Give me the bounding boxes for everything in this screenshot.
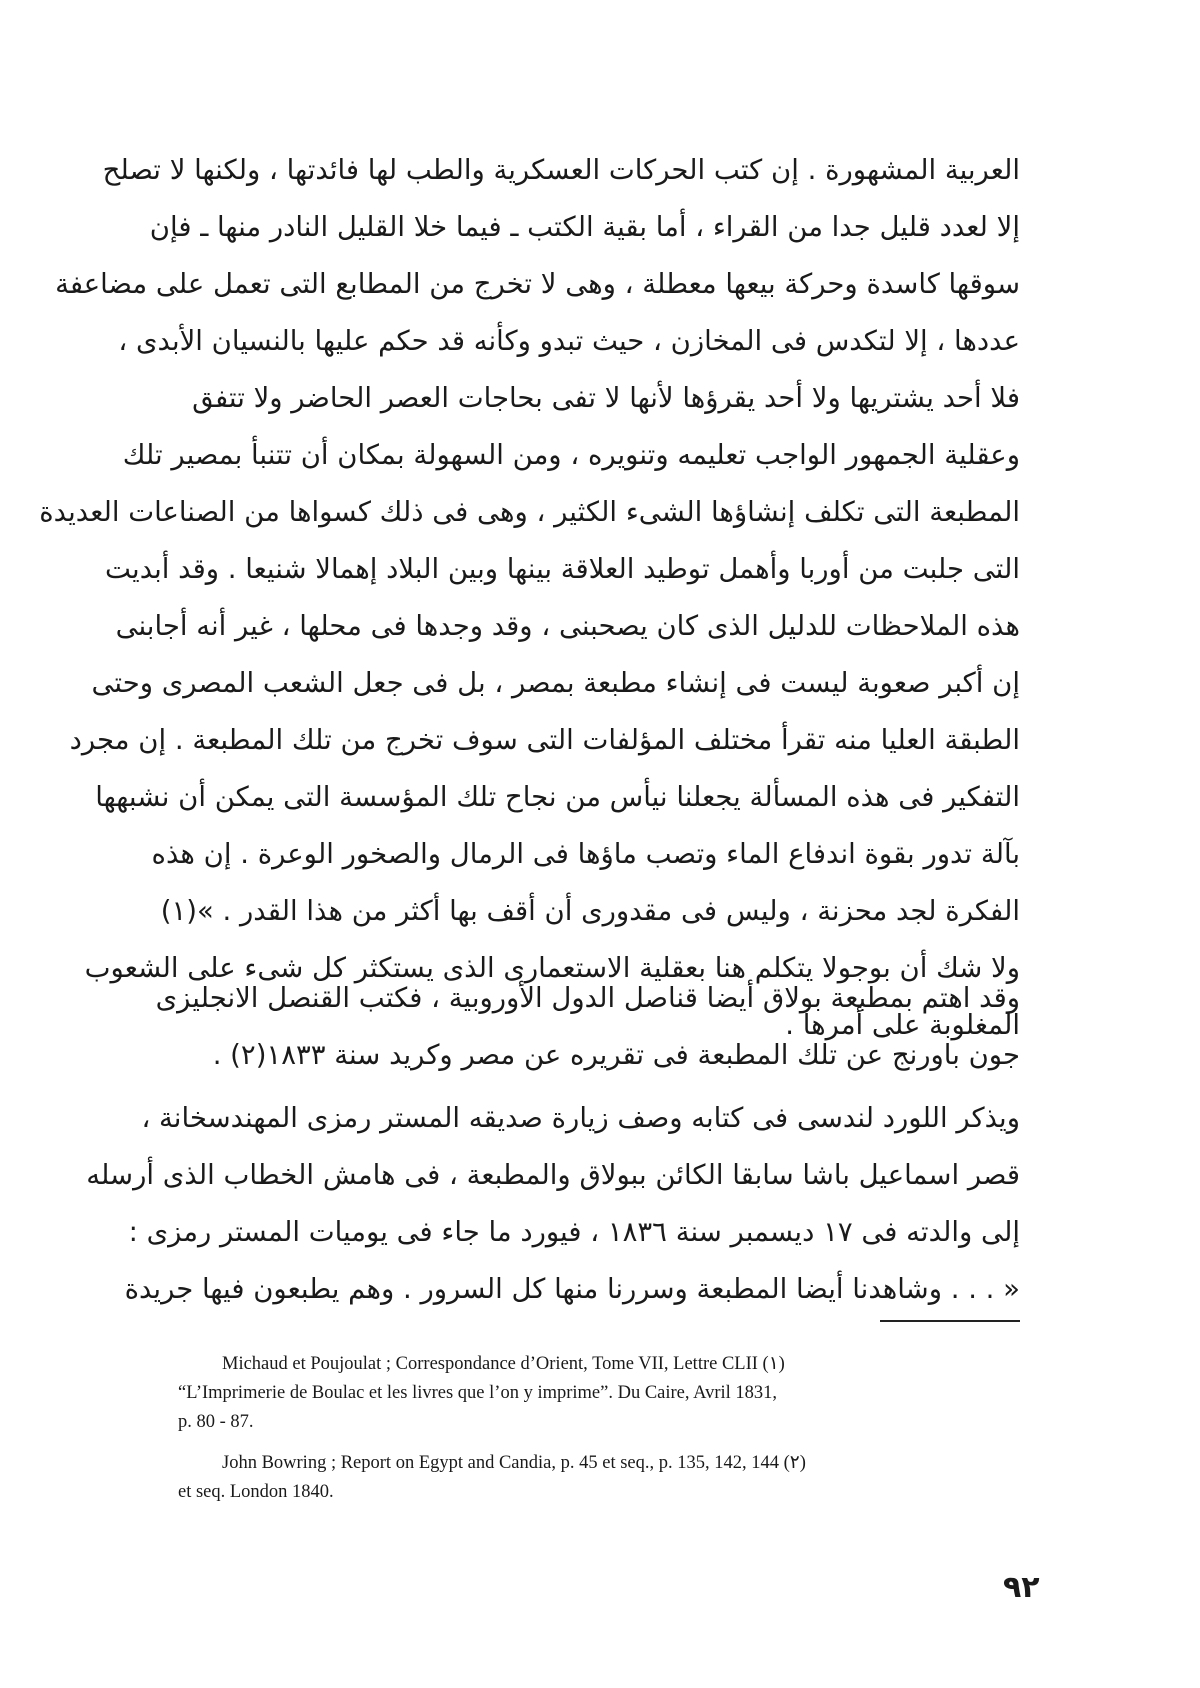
text-line: وقد اهتم بمطبعة بولاق أيضا قناصل الدول الأوروبية ، فكتب القنصل الانجليزى [155,982,1020,1014]
page-number: ٩٢ [1003,1570,1040,1605]
footnote-line: p. 80 - 87. [178,1412,254,1432]
footnote-line: John Bowring ; Report on Egypt and Candia, p. 45 et seq., p. 135, 142, 144 (٢) [222,1453,806,1473]
text-line: سوقها كاسدة وحركة بيعها معطلة ، وهى لا تخرج من المطابع التى تعمل على مضاعفة [55,268,1020,300]
text-line: إلى والدته فى ١٧ ديسمبر سنة ١٨٣٦ ، فيورد ما جاء فى يوميات المستر رمزى : [128,1216,1020,1248]
footnote-line: et seq. London 1840. [178,1482,334,1502]
text-line: الفكرة لجد محزنة ، وليس فى مقدورى أن أقف بها أكثر من هذا القدر . »(١) [160,895,1020,927]
paragraph-3 [86,1090,1020,1318]
paragraph-1 [39,142,1020,1054]
text-line: فلا أحد يشتريها ولا أحد يقرؤها لأنها لا تفى بحاجات العصر الحاضر ولا تتفق [192,382,1020,414]
text-line: جون باورنج عن تلك المطبعة فى تقريره عن مصر وكريد سنة ١٨٣٣(٢) . [212,1039,1020,1071]
text-line: إن أكبر صعوبة ليست فى إنشاء مطبعة بمصر ، بل فى جعل الشعب المصرى وحتى [91,667,1020,699]
footnote-1 [178,1350,1020,1437]
text-line: الطبقة العليا منه تقرأ مختلف المؤلفات التى سوف تخرج من تلك المطبعة . إن مجرد [69,724,1020,756]
text-line: المطبعة التى تكلف إنشاؤها الشىء الكثير ، وهى فى ذلك كسواها من الصناعات العديدة [39,496,1020,528]
paragraph-2 [155,970,1020,1084]
footnote-line: Michaud et Poujoulat ; Correspondance d’Orient, Tome VII, Lettre CLII (١) [222,1354,785,1374]
text-line: عددها ، إلا لتكدس فى المخازن ، حيث تبدو وكأنه قد حكم عليها بالنسيان الأبدى ، [118,325,1020,357]
text-line: هذه الملاحظات للدليل الذى كان يصحبنى ، وقد وجدها فى محلها ، غير أنه أجابنى [115,610,1020,642]
text-line: قصر اسماعيل باشا سابقا الكائن ببولاق والمطبعة ، فى هامش الخطاب الذى أرسله [86,1159,1020,1191]
text-line: التى جلبت من أوربا وأهمل توطيد العلاقة بينها وبين البلاد إهمالا شنيعا . وقد أبديت [105,553,1020,585]
footnote-2 [178,1449,1020,1507]
text-line: بآلة تدور بقوة اندفاع الماء وتصب ماؤها فى الرمال والصخور الوعرة . إن هذه [151,838,1020,870]
text-line: وعقلية الجمهور الواجب تعليمه وتنويره ، ومن السهولة بمكان أن تتنبأ بمصير تلك [122,439,1020,471]
footnotes [178,1350,1020,1507]
text-line: العربية المشهورة . إن كتب الحركات العسكرية والطب لها فائدتها ، ولكنها لا تصلح [102,154,1020,186]
text-line: « . . . وشاهدنا أيضا المطبعة وسررنا منها كل السرور . وهم يطبعون فيها جريدة [124,1273,1020,1305]
footnote-divider [880,1320,1020,1322]
text-line: ويذكر اللورد لندسى فى كتابه وصف زيارة صديقه المستر رمزى المهندسخانة ، [141,1102,1020,1134]
text-line: ولا شك أن بوجولا يتكلم هنا بعقلية الاستعمارى الذى يستكثر كل شىء على الشعوب [84,952,1020,984]
text-line: التفكير فى هذه المسألة يجعلنا نيأس من نجاح تلك المؤسسة التى يمكن أن نشبهها [95,781,1020,813]
text-line: إلا لعدد قليل جدا من القراء ، أما بقية الكتب ـ فيما خلا القليل النادر منها ـ فإن [149,211,1020,243]
footnote-line: “L’Imprimerie de Boulac et les livres que l’on y imprime”. Du Caire, Avril 1831, [178,1383,778,1403]
text-line: المغلوبة على أمرها . [785,1009,1020,1041]
